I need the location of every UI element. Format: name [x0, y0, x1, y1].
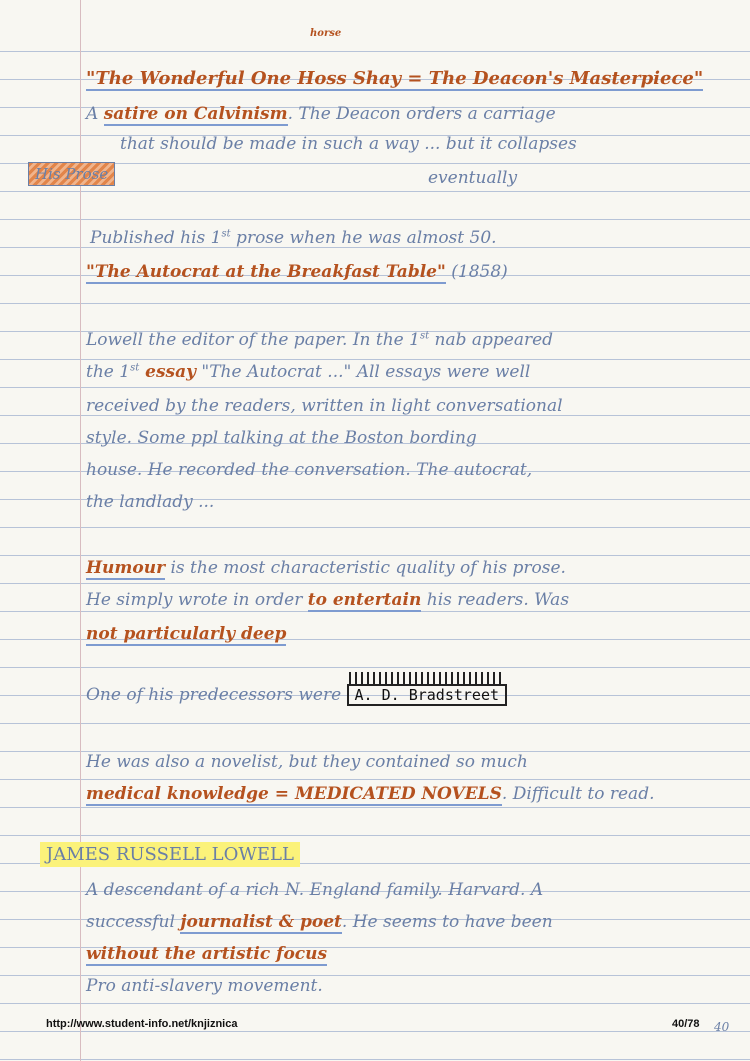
text: his readers. Was [421, 590, 570, 610]
line-journalist [86, 912, 553, 932]
line-predecessors [86, 684, 507, 706]
autocrat-title: "The Autocrat at the Breakfast Table" [86, 262, 446, 282]
sup: st [221, 228, 231, 240]
text: "The Autocrat ..." All essays were well [196, 362, 531, 382]
line-humour [86, 558, 566, 578]
heading-lowell: JAMES RUSSELL LOWELL [40, 842, 300, 867]
text: . The Deacon orders a carriage [287, 104, 556, 124]
text: . Difficult to read. [501, 784, 655, 804]
text: A [86, 104, 99, 124]
line-first-essay [86, 362, 530, 382]
satire-highlight: satire on Calvinism [103, 104, 288, 124]
line-carriage: that should be made in such a way ... but it collapses [120, 134, 577, 154]
text: He simply wrote in order [86, 590, 308, 610]
line-entertain [86, 590, 569, 610]
text: is the most characteristic quality of his prose. [165, 558, 566, 578]
text: the 1 [86, 362, 131, 382]
line-landlady: the landlady ... [86, 492, 215, 512]
entertain-phrase: to entertain [307, 590, 422, 610]
line-artistic-focus: without the artistic focus [86, 944, 328, 964]
line-not-deep: not particularly deep [86, 624, 287, 644]
line-lowell-editor [86, 330, 553, 350]
line-autocrat-title [86, 262, 508, 282]
text: nab appeared [429, 330, 554, 350]
handwritten-page-number: 40 [714, 1020, 730, 1034]
line-medicated [86, 784, 654, 804]
line-descendant: A descendant of a rich N. England family. Harvard. A [86, 880, 544, 900]
line-received: received by the readers, written in light conversational [86, 396, 563, 416]
text: prose when he was almost 50. [230, 228, 497, 248]
journalist-poet: journalist & poet [180, 912, 342, 932]
line-novelist: He was also a novelist, but they contained so much [86, 752, 528, 772]
footer-url[interactable]: http://www.student-info.net/knjiznica [46, 1018, 238, 1030]
footer-page-number: 40/78 [672, 1018, 700, 1030]
sup: st [130, 362, 140, 374]
bradstreet-stamp: A. D. Bradstreet [347, 684, 508, 706]
text: One of his predecessors were [86, 685, 342, 705]
year: (1858) [445, 262, 508, 282]
humour-word: Humour [86, 558, 166, 578]
line-eventually: eventually [428, 168, 518, 188]
text: successful [86, 912, 181, 932]
line-anti-slavery: Pro anti-slavery movement. [86, 976, 323, 996]
line-published [90, 228, 497, 248]
line-house: house. He recorded the conversation. The autocrat, [86, 460, 533, 480]
line-style: style. Some ppl talking at the Boston bording [86, 428, 477, 448]
title-note: horse [310, 28, 342, 39]
title-line: "The Wonderful One Hoss Shay = The Deacon's Masterpiece" [86, 68, 704, 89]
sup: st [419, 330, 430, 342]
medicated-novels: medical knowledge = MEDICATED NOVELS [86, 784, 502, 804]
essay-word: essay [139, 362, 196, 382]
line-satire [86, 104, 556, 124]
text: . He seems to have been [341, 912, 553, 932]
text: Published his 1 [90, 228, 222, 248]
his-prose-label: His Prose [28, 162, 115, 186]
text: Lowell the editor of the paper. In the 1 [86, 330, 420, 350]
margin-line [80, 0, 81, 1061]
